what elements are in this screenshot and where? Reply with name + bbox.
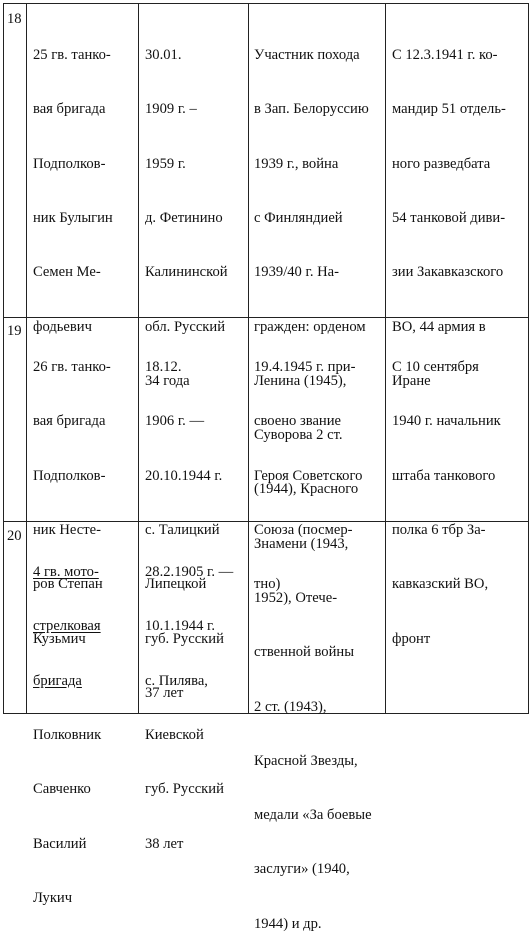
row-number: 20 xyxy=(7,528,22,544)
awards-cell xyxy=(254,322,362,612)
text-line: Союза (посмер- xyxy=(254,522,353,539)
text-line: 1944) и др. xyxy=(254,915,322,932)
text-line: Подполков- xyxy=(33,467,106,484)
text-line: ник Несте- xyxy=(33,522,101,539)
text-line: 1939 г., война xyxy=(254,155,339,172)
text-line: 10.1.1944 г. xyxy=(145,618,216,635)
text-line: обл. Русский xyxy=(145,318,226,335)
birth-death-cell xyxy=(145,527,233,871)
text-line: Знамени (1943, xyxy=(254,535,349,552)
text-line: полка 6 тбр За- xyxy=(392,522,486,539)
text-line: Героя Советского xyxy=(254,467,363,484)
column-divider xyxy=(26,4,27,713)
text-line: С 10 сентября xyxy=(392,359,479,376)
column-divider xyxy=(138,4,139,713)
text-line: ник Булыгин xyxy=(33,210,113,227)
text-line: 34 года xyxy=(145,372,190,389)
text-line: Иране xyxy=(392,372,431,389)
text-line: Полковник xyxy=(33,727,102,744)
text-line: с. Пилява, xyxy=(145,672,208,689)
text-line: ров Степан xyxy=(33,576,103,593)
text-line: ного разведбата xyxy=(392,155,491,172)
text-line: 30.01. xyxy=(145,47,182,64)
text-line: Суворова 2 ст. xyxy=(254,427,343,444)
unit-commander-cell xyxy=(33,10,113,354)
text-line: 19.4.1945 г. при- xyxy=(254,359,356,376)
text-line: заслуги» (1940, xyxy=(254,861,350,878)
text-line: своено звание xyxy=(254,413,342,430)
column-divider xyxy=(248,4,249,713)
text-line: Киевской xyxy=(145,727,204,744)
text-line: Кузьмич xyxy=(33,630,86,647)
text-line: штаба танкового xyxy=(392,467,496,484)
text-line: 1909 г. – xyxy=(145,101,197,118)
text-line: с Финляндией xyxy=(254,210,343,227)
text-line: 20.10.1944 г. xyxy=(145,467,223,484)
text-line: 54 танковой диви- xyxy=(392,210,506,227)
text-line: ВО, 44 армия в xyxy=(392,318,486,335)
text-line: Подполков- xyxy=(33,155,106,172)
text-line: 1940 г. начальник xyxy=(392,413,501,430)
text-line: фодьевич xyxy=(33,318,92,335)
text-line: 1952), Отече- xyxy=(254,590,338,606)
text-line: Липецкой xyxy=(145,576,207,593)
underlined-text-line: 4 гв. мото- xyxy=(33,564,99,581)
text-line: с. Талицкий xyxy=(145,522,220,539)
text-line: Лукич xyxy=(33,889,73,906)
text-line: вая бригада xyxy=(33,101,106,118)
text-line: Савченко xyxy=(33,781,91,798)
text-line: вая бригада xyxy=(33,413,106,430)
text-line: Участник похода xyxy=(254,47,360,64)
text-line: Семен Ме- xyxy=(33,264,101,281)
text-line: 18.12. xyxy=(145,359,182,376)
text-line: 1959 г. xyxy=(145,155,186,172)
unit-commander-cell xyxy=(33,527,101,925)
text-line: Ленина (1945), xyxy=(254,372,347,389)
text-line: 26 гв. танко- xyxy=(33,359,111,376)
text-line: гражден: орденом xyxy=(254,318,366,335)
text-line: 1906 г. — xyxy=(145,413,205,430)
text-line: д. Фетинино xyxy=(145,210,223,227)
text-line: 37 лет xyxy=(145,684,184,701)
service-cell xyxy=(392,322,501,666)
text-line: 25 гв. танко- xyxy=(33,47,111,64)
text-line: фронт xyxy=(392,630,431,647)
underlined-text-line: бригада xyxy=(33,672,82,689)
text-line: губ. Русский xyxy=(145,630,224,647)
row-number: 18 xyxy=(7,11,22,27)
text-line: медали «За боевые xyxy=(254,807,372,824)
text-line: 1939/40 г. На- xyxy=(254,264,339,281)
text-line: 38 лет xyxy=(145,835,184,852)
column-divider xyxy=(385,4,386,713)
text-line: кавказский ВО, xyxy=(392,576,489,593)
text-line: зии Закавказского xyxy=(392,264,504,281)
text-line: (1944), Красного xyxy=(254,481,359,498)
text-line: С 12.3.1941 г. ко- xyxy=(392,47,498,64)
text-line: 2 ст. (1943), xyxy=(254,698,327,715)
underlined-text-line: стрелковая xyxy=(33,618,101,635)
text-line: 28.2.1905 г. — xyxy=(145,564,234,581)
text-line: ственной войны xyxy=(254,644,355,661)
text-line: в Зап. Белоруссию xyxy=(254,101,369,118)
text-line: Калининской xyxy=(145,264,228,281)
text-line: тно) xyxy=(254,576,281,593)
text-line: Василий xyxy=(33,835,87,852)
text-line: мандир 51 отдель- xyxy=(392,101,506,118)
text-line: Красной Звезды, xyxy=(254,752,358,769)
text-line: губ. Русский xyxy=(145,781,224,798)
row-number: 19 xyxy=(7,323,22,339)
